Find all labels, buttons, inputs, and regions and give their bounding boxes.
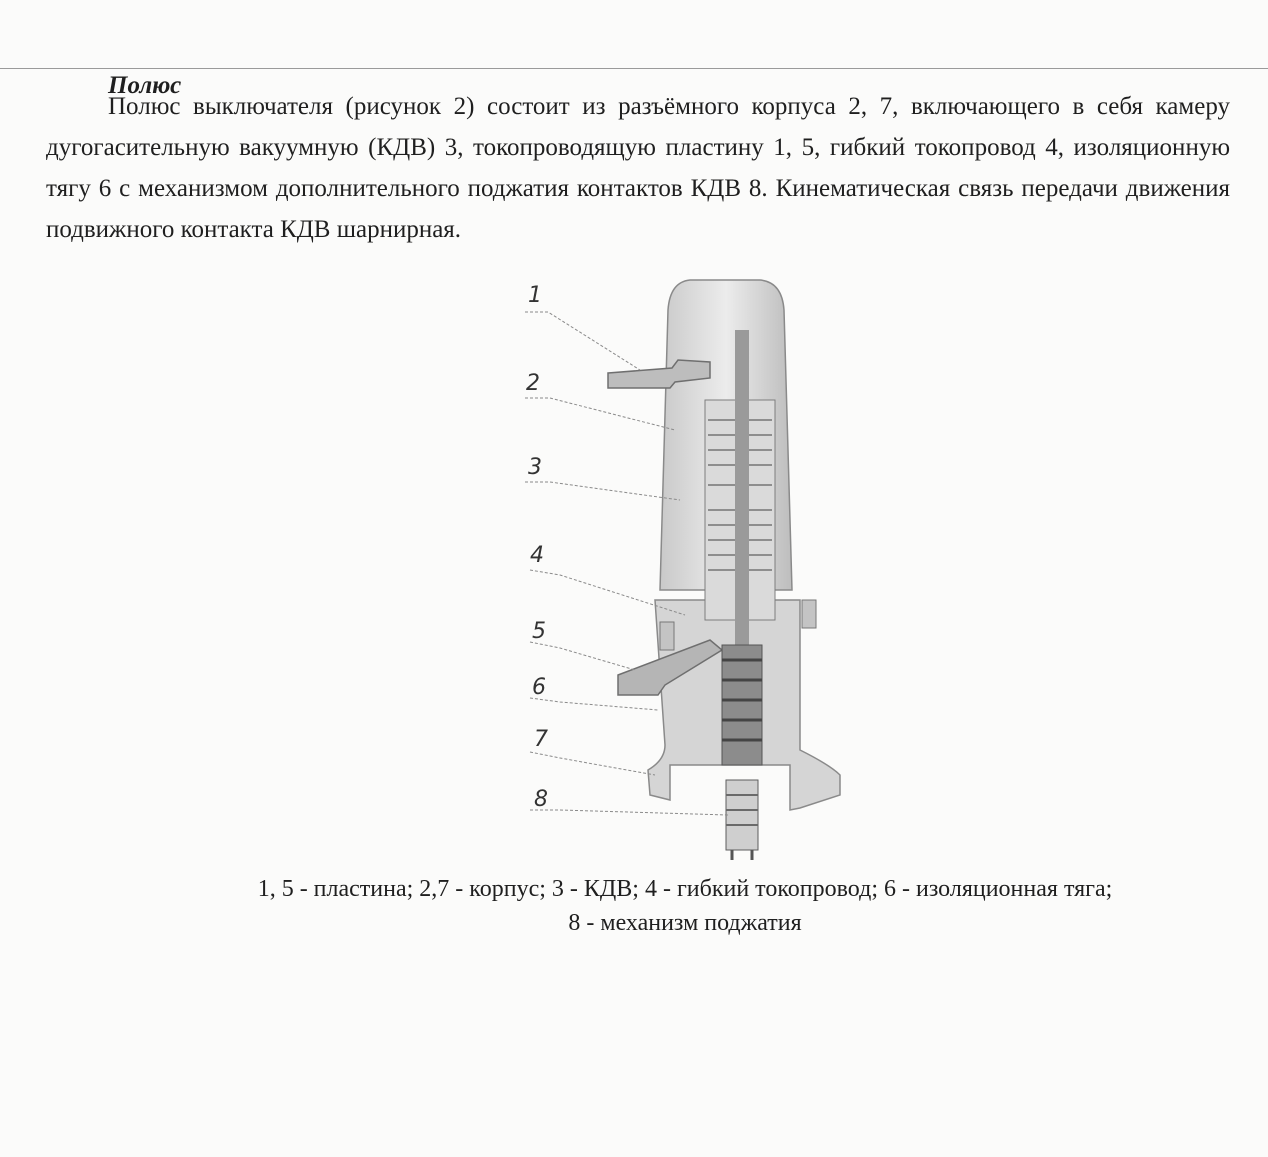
section-heading: Полюс [108,72,182,99]
figure-label-8: 8 [534,787,548,812]
pole-drawing [500,270,860,870]
scan-edge-line [0,68,1268,69]
caption-line-1: 1, 5 - пластина; 2,7 - корпус; 3 - КДВ; 4 - гибкий токопровод; 6 - изоляционная тяга; [257,876,1113,902]
caption-line-2: 8 - механизм поджатия [568,910,802,936]
figure-label-7: 7 [534,727,548,752]
section-paragraph: Полюс выключателя (рисунок 2) состоит из разъёмного корпуса 2, 7, включающего в себя камеру дугогасительную вакуумную (КДВ) 3, токопроводящую пластину 1, 5, гибкий токопровод 4, изоляционную тягу 6 с механизмом дополнительного поджатия контактов КДВ 8. Кинематическая связь передачи движения подвижного контакта КДВ шарнирная. [46,93,1230,243]
figure-label-6: 6 [532,675,546,700]
insulation-rod [722,645,762,765]
pressure-mechanism [726,780,758,850]
figure-caption [100,872,1268,940]
figure-label-3: 3 [528,455,542,480]
figure-label-4: 4 [530,543,544,568]
figure-label-1: 1 [528,283,542,308]
figure-label-2: 2 [526,371,540,396]
figure-label-5: 5 [532,619,546,644]
